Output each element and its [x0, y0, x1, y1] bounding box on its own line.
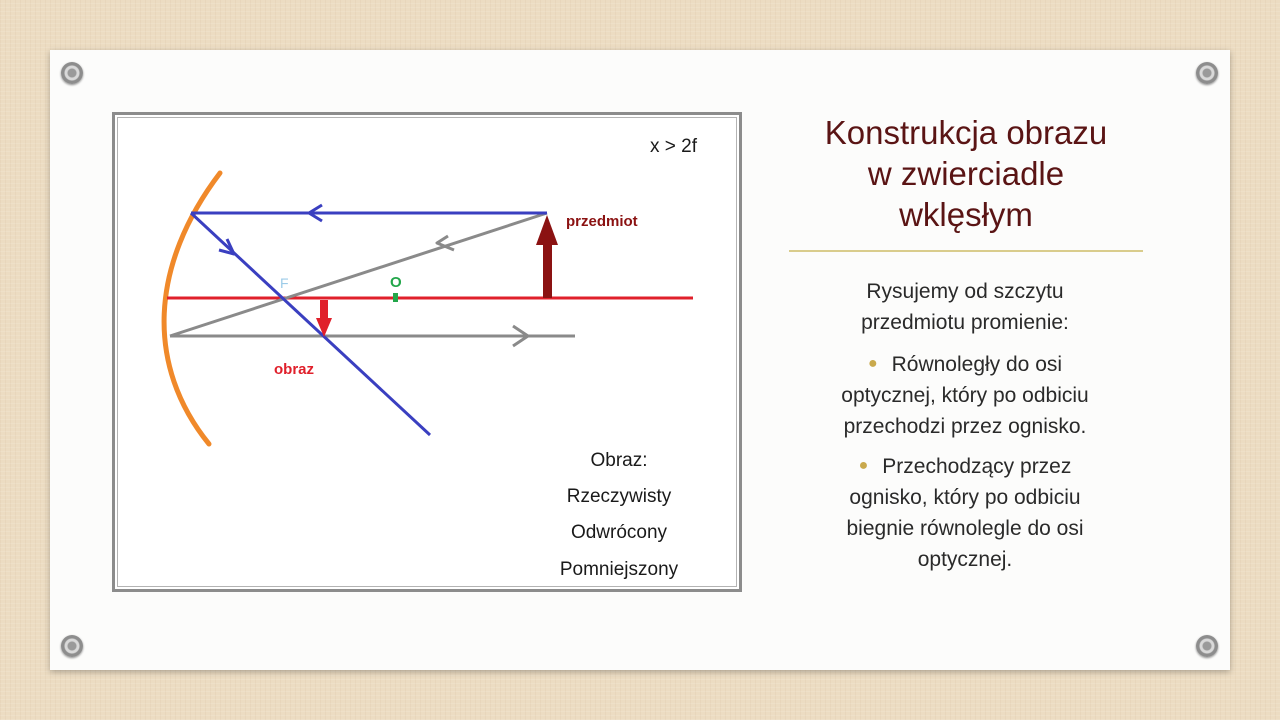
image-arrow-shaft: [320, 300, 328, 320]
object-arrow-shaft: [543, 241, 552, 298]
slide-body: [805, 276, 1125, 583]
bullet-line: ognisko, który po odbiciu: [849, 486, 1081, 509]
bullet-item: [805, 450, 1125, 575]
bullet-line: biegnie równolegle do osi: [846, 517, 1084, 540]
title-line: w zwierciadle: [867, 155, 1065, 192]
bullet-line: [805, 450, 1125, 482]
focus-label: F: [280, 275, 289, 291]
focal-ray-incident: [170, 213, 547, 336]
bullet-line: optycznej, który po odbiciu: [841, 384, 1089, 407]
object-label: przedmiot: [566, 213, 638, 230]
intro-line: przedmiotu promienie:: [861, 311, 1069, 334]
result-heading: Obraz:: [590, 450, 648, 471]
bullet-item: [805, 348, 1125, 442]
pin-top-right: [1196, 62, 1218, 84]
result-property-diminished: Pomniejszony: [559, 559, 679, 580]
bullet-text: Przechodzący przez: [882, 455, 1072, 478]
image-label: obraz: [274, 361, 315, 378]
result-property-inverted: Odwrócony: [570, 522, 668, 543]
title-line: wklęsłym: [899, 196, 1033, 233]
intro-line: Rysujemy od szczytu: [866, 280, 1064, 303]
center-label: O: [390, 274, 402, 291]
center-mark: [393, 293, 398, 302]
mirror-diagram: [115, 115, 739, 589]
bullet-text: Równoległy do osi: [891, 353, 1063, 376]
object-arrow-head: [536, 215, 558, 245]
bullet-dot-icon: ●: [867, 355, 878, 372]
bullet-line: optycznej.: [917, 548, 1013, 571]
result-property-real: Rzeczywisty: [566, 486, 672, 507]
intro-text: [805, 276, 1125, 338]
condition-label: x > 2f: [650, 136, 697, 157]
title-line: Konstrukcja obrazu: [824, 114, 1108, 151]
parallel-ray-reflected: [191, 213, 430, 435]
diagram-frame: [112, 112, 742, 592]
pin-top-left: [61, 62, 83, 84]
bullet-line: przechodzi przez ognisko.: [843, 415, 1087, 438]
bullet-dot-icon: ●: [858, 457, 869, 474]
pin-bottom-right: [1196, 635, 1218, 657]
bullet-line: [805, 348, 1125, 380]
title-divider: [789, 250, 1143, 252]
image-arrow-head: [316, 318, 332, 337]
slide-title: [790, 112, 1142, 235]
pin-bottom-left: [61, 635, 83, 657]
